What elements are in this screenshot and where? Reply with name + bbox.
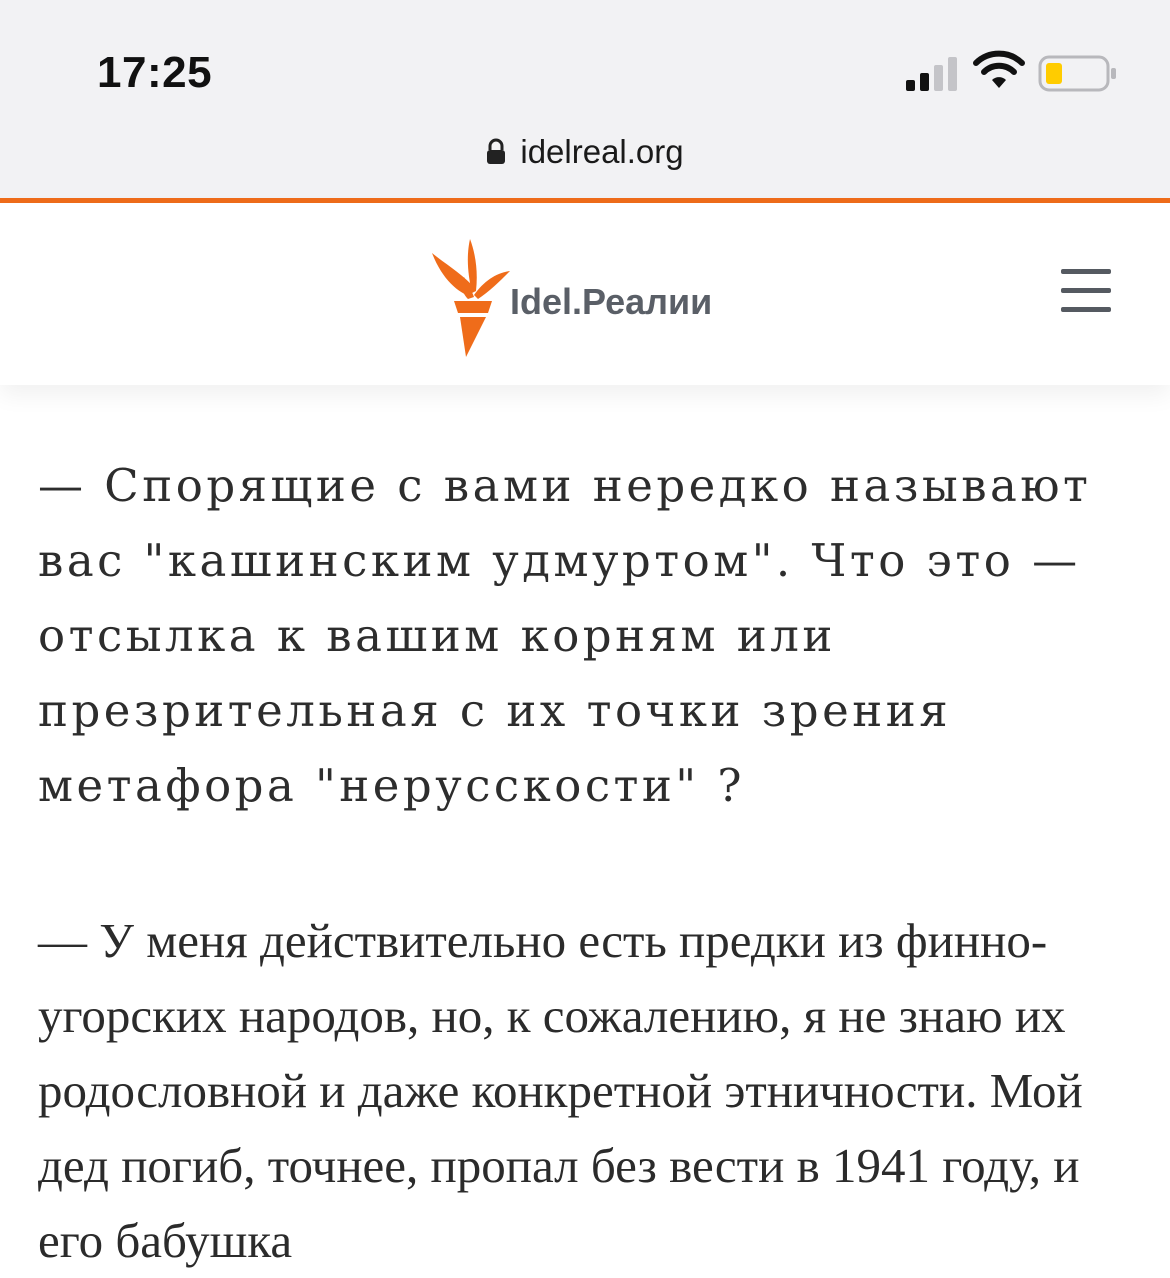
interview-answer: — У меня действительно есть предки из финно-угорских народов, но, к сожалению, я не знаю их родословной и даже конкретной этничности. Мой дед погиб, точнее, пропал без вести в 1941 году, и его бабушка [38,913,1083,1268]
hamburger-menu-icon[interactable] [1061,269,1111,315]
torch-icon [428,235,518,359]
menu-line [1061,288,1111,293]
lock-icon [486,139,506,165]
battery-low-icon [1038,55,1118,93]
cellular-signal-icon [906,56,960,92]
menu-line [1061,307,1111,312]
address-bar[interactable] [0,130,1170,174]
status-time: 17:25 [97,48,213,97]
wifi-icon [972,52,1026,92]
site-header [0,203,1170,385]
site-logo-text: Idel.Реалии [510,281,713,322]
site-logo[interactable] [428,235,712,359]
browser-chrome [0,0,1170,200]
url-text[interactable]: idelreal.org [520,133,684,170]
menu-line [1061,269,1111,274]
interview-question: — Спорящие с вами нередко называют вас "кашинским удмуртом". Что это — отсылка к вашим корням или презрительная с их точки зрения метафора "нерусскости" ? [38,459,1092,812]
article-body [38,448,1138,1278]
